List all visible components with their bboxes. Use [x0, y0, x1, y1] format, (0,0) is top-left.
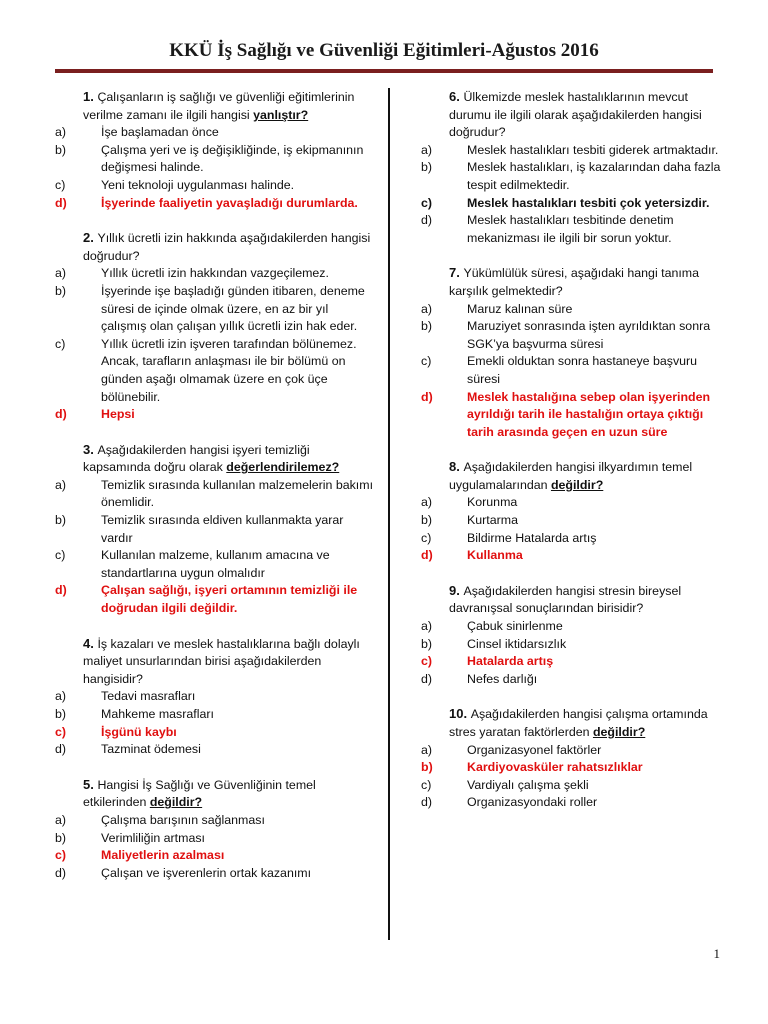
option-text: Meslek hastalığına sebep olan işyerinden ayrıldığı tarih ile hastalığın ortaya çıktığı tarih arasında geçen en uzun süre: [467, 389, 711, 439]
option-text: Maruz kalınan süre: [467, 301, 573, 316]
option-letter: d): [421, 548, 433, 563]
answer-option: [55, 406, 375, 424]
question-text: Aşağıdakilerden hangisi işyeri temizliği kapsamında doğru olarak: [83, 442, 310, 475]
option-text: Kullanma: [467, 548, 523, 563]
page-title: KKÜ İş Sağlığı ve Güvenliği Eğitimleri-Ağustos 2016: [169, 40, 599, 61]
answer-option: [55, 724, 375, 742]
option-text: Meslek hastalıkları tesbiti çok yetersizdir.: [467, 195, 710, 210]
option-letter: a): [421, 742, 433, 757]
option-letter: c): [55, 848, 67, 863]
option-text: Emekli olduktan sonra hastaneye başvuru süresi: [467, 354, 698, 386]
option-text: Çalışma barışının sağlanması: [101, 812, 265, 827]
option-text: Meslek hastalıkları tesbitinde denetim mekanizması ile ilgili bir sorun yoktur.: [467, 213, 674, 245]
answer-option: [421, 794, 721, 812]
question-stem: [421, 88, 721, 142]
question-stem: [55, 635, 375, 689]
answer-option: [55, 812, 375, 830]
option-letter: b): [55, 142, 67, 157]
question-stem: [421, 264, 721, 300]
question-stem: [55, 776, 375, 812]
option-text: Temizlik sırasında eldiven kullanmakta yarar vardır: [101, 513, 344, 545]
left-column: [55, 88, 375, 899]
question-text: Aşağıdakilerden hangisi stresin bireysel davranışsal sonuçlarından birisidir?: [449, 583, 682, 616]
question-text: İş kazaları ve meslek hastalıklarına bağlı dolaylı maliyet unsurlarından birisi aşağıdakilerden hangisidir?: [83, 636, 360, 686]
option-text: Meslek hastalıkları, iş kazalarından daha fazla tespit edilmektedir.: [467, 160, 721, 192]
answer-option: [421, 759, 721, 777]
option-letter: c): [421, 654, 433, 669]
answer-option: [55, 741, 375, 759]
answer-option: [55, 547, 375, 582]
question-block: [55, 776, 375, 883]
question-emphasis: yanlıştır?: [253, 107, 309, 122]
answer-option: [55, 265, 375, 283]
option-text: Organizasyonel faktörler: [467, 742, 602, 757]
option-text: İşyerinde faaliyetin yavaşladığı durumlarda.: [101, 195, 358, 210]
answer-option: [421, 353, 721, 388]
question-number: 8.: [449, 459, 464, 475]
question-number: 5.: [83, 776, 98, 792]
answer-option: [55, 124, 375, 142]
answer-option: [421, 318, 721, 353]
option-letter: d): [55, 195, 67, 210]
answer-option: [55, 706, 375, 724]
answer-option: [421, 742, 721, 760]
question-block: [421, 88, 721, 247]
option-letter: d): [55, 583, 67, 598]
answer-option: [55, 512, 375, 547]
question-stem: [55, 229, 375, 265]
question-block: [55, 88, 375, 212]
answer-option: [55, 283, 375, 336]
question-emphasis: değildir?: [149, 795, 203, 810]
option-letter: b): [421, 160, 433, 175]
question-text: Çalışanların iş sağlığı ve güvenliği eğitimlerinin verilme zamanı ile ilgili hangisi: [83, 90, 355, 122]
question-stem: [55, 88, 375, 124]
title-rule: [55, 69, 713, 73]
page-number: 1: [713, 946, 720, 961]
question-emphasis: değerlendirilemez?: [226, 460, 340, 475]
question-stem: [55, 441, 375, 477]
question-block: [55, 229, 375, 424]
option-letter: d): [421, 671, 433, 686]
option-letter: b): [55, 513, 67, 528]
option-text: Meslek hastalıkları tesbiti giderek artmaktadır.: [467, 142, 719, 157]
option-text: Bildirme Hatalarda artış: [467, 530, 597, 545]
question-stem: [421, 582, 721, 618]
option-letter: d): [55, 742, 67, 757]
question-number: 10.: [449, 706, 471, 722]
option-text: Çalışan sağlığı, işyeri ortamının temizliği ile doğrudan ilgili değildir.: [101, 583, 358, 616]
question-emphasis: değildir?: [550, 477, 604, 492]
answer-option: [421, 547, 721, 565]
option-text: Çalışan ve işverenlerin ortak kazanımı: [101, 865, 312, 880]
option-letter: d): [421, 795, 433, 810]
question-emphasis: değildir?: [592, 725, 646, 739]
option-text: Hepsi: [101, 407, 135, 422]
option-letter: d): [55, 865, 67, 880]
option-letter: c): [55, 177, 66, 192]
question-text: Yıllık ücretli izin hakkında aşağıdakilerden hangisi doğrudur?: [83, 231, 371, 263]
option-text: Verimliliğin artması: [101, 830, 205, 845]
option-letter: a): [55, 125, 67, 140]
question-text: Hangisi İş Sağlığı ve Güvenliğinin temel etkilerinden: [83, 777, 316, 810]
option-text: Yıllık ücretli izin işveren tarafından bölünemez. Ancak, tarafların anlaşması ile bir bölümü on günden aşağı olmamak üzere en çok üçe bölünebilir.: [101, 336, 357, 404]
option-text: Korunma: [467, 495, 518, 510]
question-number: 3.: [83, 441, 98, 457]
option-text: Nefes darlığı: [467, 671, 538, 686]
answer-option: [421, 389, 721, 442]
question-number: 9.: [449, 582, 464, 598]
column-divider: [388, 88, 390, 940]
option-letter: b): [421, 513, 433, 528]
option-text: İşyerinde işe başladığı günden itibaren, deneme süresi de içinde olmak üzere, en az bir yıl çalışmış olan çalışan yıllık ücretli izin hak eder.: [101, 283, 365, 334]
answer-option: [55, 865, 375, 883]
answer-option: [55, 847, 375, 865]
option-letter: b): [55, 830, 67, 845]
answer-option: [421, 777, 721, 795]
option-letter: c): [55, 336, 66, 351]
question-text: Ülkemizde meslek hastalıklarının mevcut durumu ile ilgili olarak aşağıdakilerden hangisi doğrudur?: [449, 90, 702, 140]
option-text: İşe başlamadan önce: [101, 125, 219, 140]
option-letter: a): [55, 812, 67, 827]
answer-option: [55, 582, 375, 617]
option-letter: c): [421, 195, 433, 210]
answer-option: [421, 494, 721, 512]
option-letter: b): [421, 760, 433, 775]
option-text: Vardiyalı çalışma şekli: [467, 777, 589, 792]
question-text: Aşağıdakilerden hangisi ilkyardımın temel uygulamalarından: [449, 460, 693, 492]
answer-option: [421, 301, 721, 319]
question-number: 2.: [83, 230, 98, 246]
option-text: Çalışma yeri ve iş değişikliğinde, iş ekipmanının değişmesi halinde.: [101, 142, 364, 175]
question-text: Aşağıdakilerden hangisi çalışma ortamında stres yaratan faktörlerden: [449, 707, 708, 739]
answer-option: [55, 830, 375, 848]
answer-option: [55, 688, 375, 706]
option-letter: b): [55, 283, 67, 298]
option-text: Kullanılan malzeme, kullanım amacına ve standartlarına uygun olmalıdır: [101, 548, 330, 580]
question-number: 6.: [449, 89, 464, 104]
option-text: Mahkeme masrafları: [101, 707, 214, 721]
answer-option: [421, 212, 721, 247]
option-text: Çabuk sinirlenme: [467, 619, 563, 634]
answer-option: [421, 618, 721, 636]
option-letter: c): [421, 354, 432, 369]
question-text: Yükümlülük süresi, aşağıdaki hangi tanıma karşılık gelmektedir?: [449, 266, 700, 298]
question-block: [421, 264, 721, 441]
option-letter: b): [421, 636, 433, 651]
option-text: İşgünü kaybı: [101, 724, 177, 739]
option-letter: a): [421, 495, 433, 510]
option-letter: a): [55, 477, 67, 492]
answer-option: [55, 142, 375, 177]
option-letter: a): [421, 301, 433, 316]
option-text: Kurtarma: [467, 513, 518, 528]
answer-option: [421, 636, 721, 654]
option-letter: a): [421, 619, 433, 634]
answer-option: [421, 512, 721, 530]
option-letter: d): [421, 213, 433, 228]
option-text: Temizlik sırasında kullanılan malzemelerin bakımı önemlidir.: [101, 477, 374, 510]
answer-option: [421, 530, 721, 548]
option-text: Tedavi masrafları: [101, 689, 196, 704]
option-text: Maruziyet sonrasında işten ayrıldıktan sonra SGK’ya başvurma süresi: [467, 319, 711, 351]
option-letter: b): [421, 319, 433, 334]
option-letter: a): [421, 142, 433, 157]
option-letter: c): [55, 548, 66, 563]
question-number: 1.: [83, 89, 98, 104]
option-letter: d): [421, 389, 433, 404]
option-letter: c): [421, 530, 432, 545]
answer-option: [55, 336, 375, 406]
answer-option: [421, 653, 721, 671]
option-letter: a): [55, 689, 67, 704]
answer-option: [55, 177, 375, 195]
option-letter: c): [55, 724, 67, 739]
option-text: Kardiyovasküler rahatsızlıklar: [467, 760, 643, 775]
answer-option: [421, 671, 721, 689]
question-block: [55, 635, 375, 759]
answer-option: [421, 195, 721, 213]
option-letter: a): [55, 266, 67, 281]
answer-option: [55, 477, 375, 512]
option-text: Yeni teknoloji uygulanması halinde.: [101, 177, 295, 192]
question-block: [421, 705, 721, 812]
question-block: [421, 458, 721, 565]
question-block: [421, 582, 721, 689]
question-number: 7.: [449, 265, 464, 281]
question-stem: [421, 458, 721, 494]
option-letter: d): [55, 407, 67, 422]
question-block: [55, 441, 375, 618]
option-text: Yıllık ücretli izin hakkından vazgeçilemez.: [101, 266, 329, 281]
option-text: Hatalarda artış: [467, 654, 554, 669]
option-letter: b): [55, 707, 67, 721]
answer-option: [421, 159, 721, 194]
answer-option: [55, 195, 375, 213]
option-text: Cinsel iktidarsızlık: [467, 636, 567, 651]
right-column: [421, 88, 721, 829]
option-letter: c): [421, 777, 432, 792]
question-number: 4.: [83, 635, 98, 651]
question-stem: [421, 705, 721, 741]
option-text: Organizasyondaki roller: [467, 795, 598, 810]
option-text: Tazminat ödemesi: [101, 742, 201, 757]
option-text: Maliyetlerin azalması: [101, 848, 225, 863]
answer-option: [421, 142, 721, 160]
